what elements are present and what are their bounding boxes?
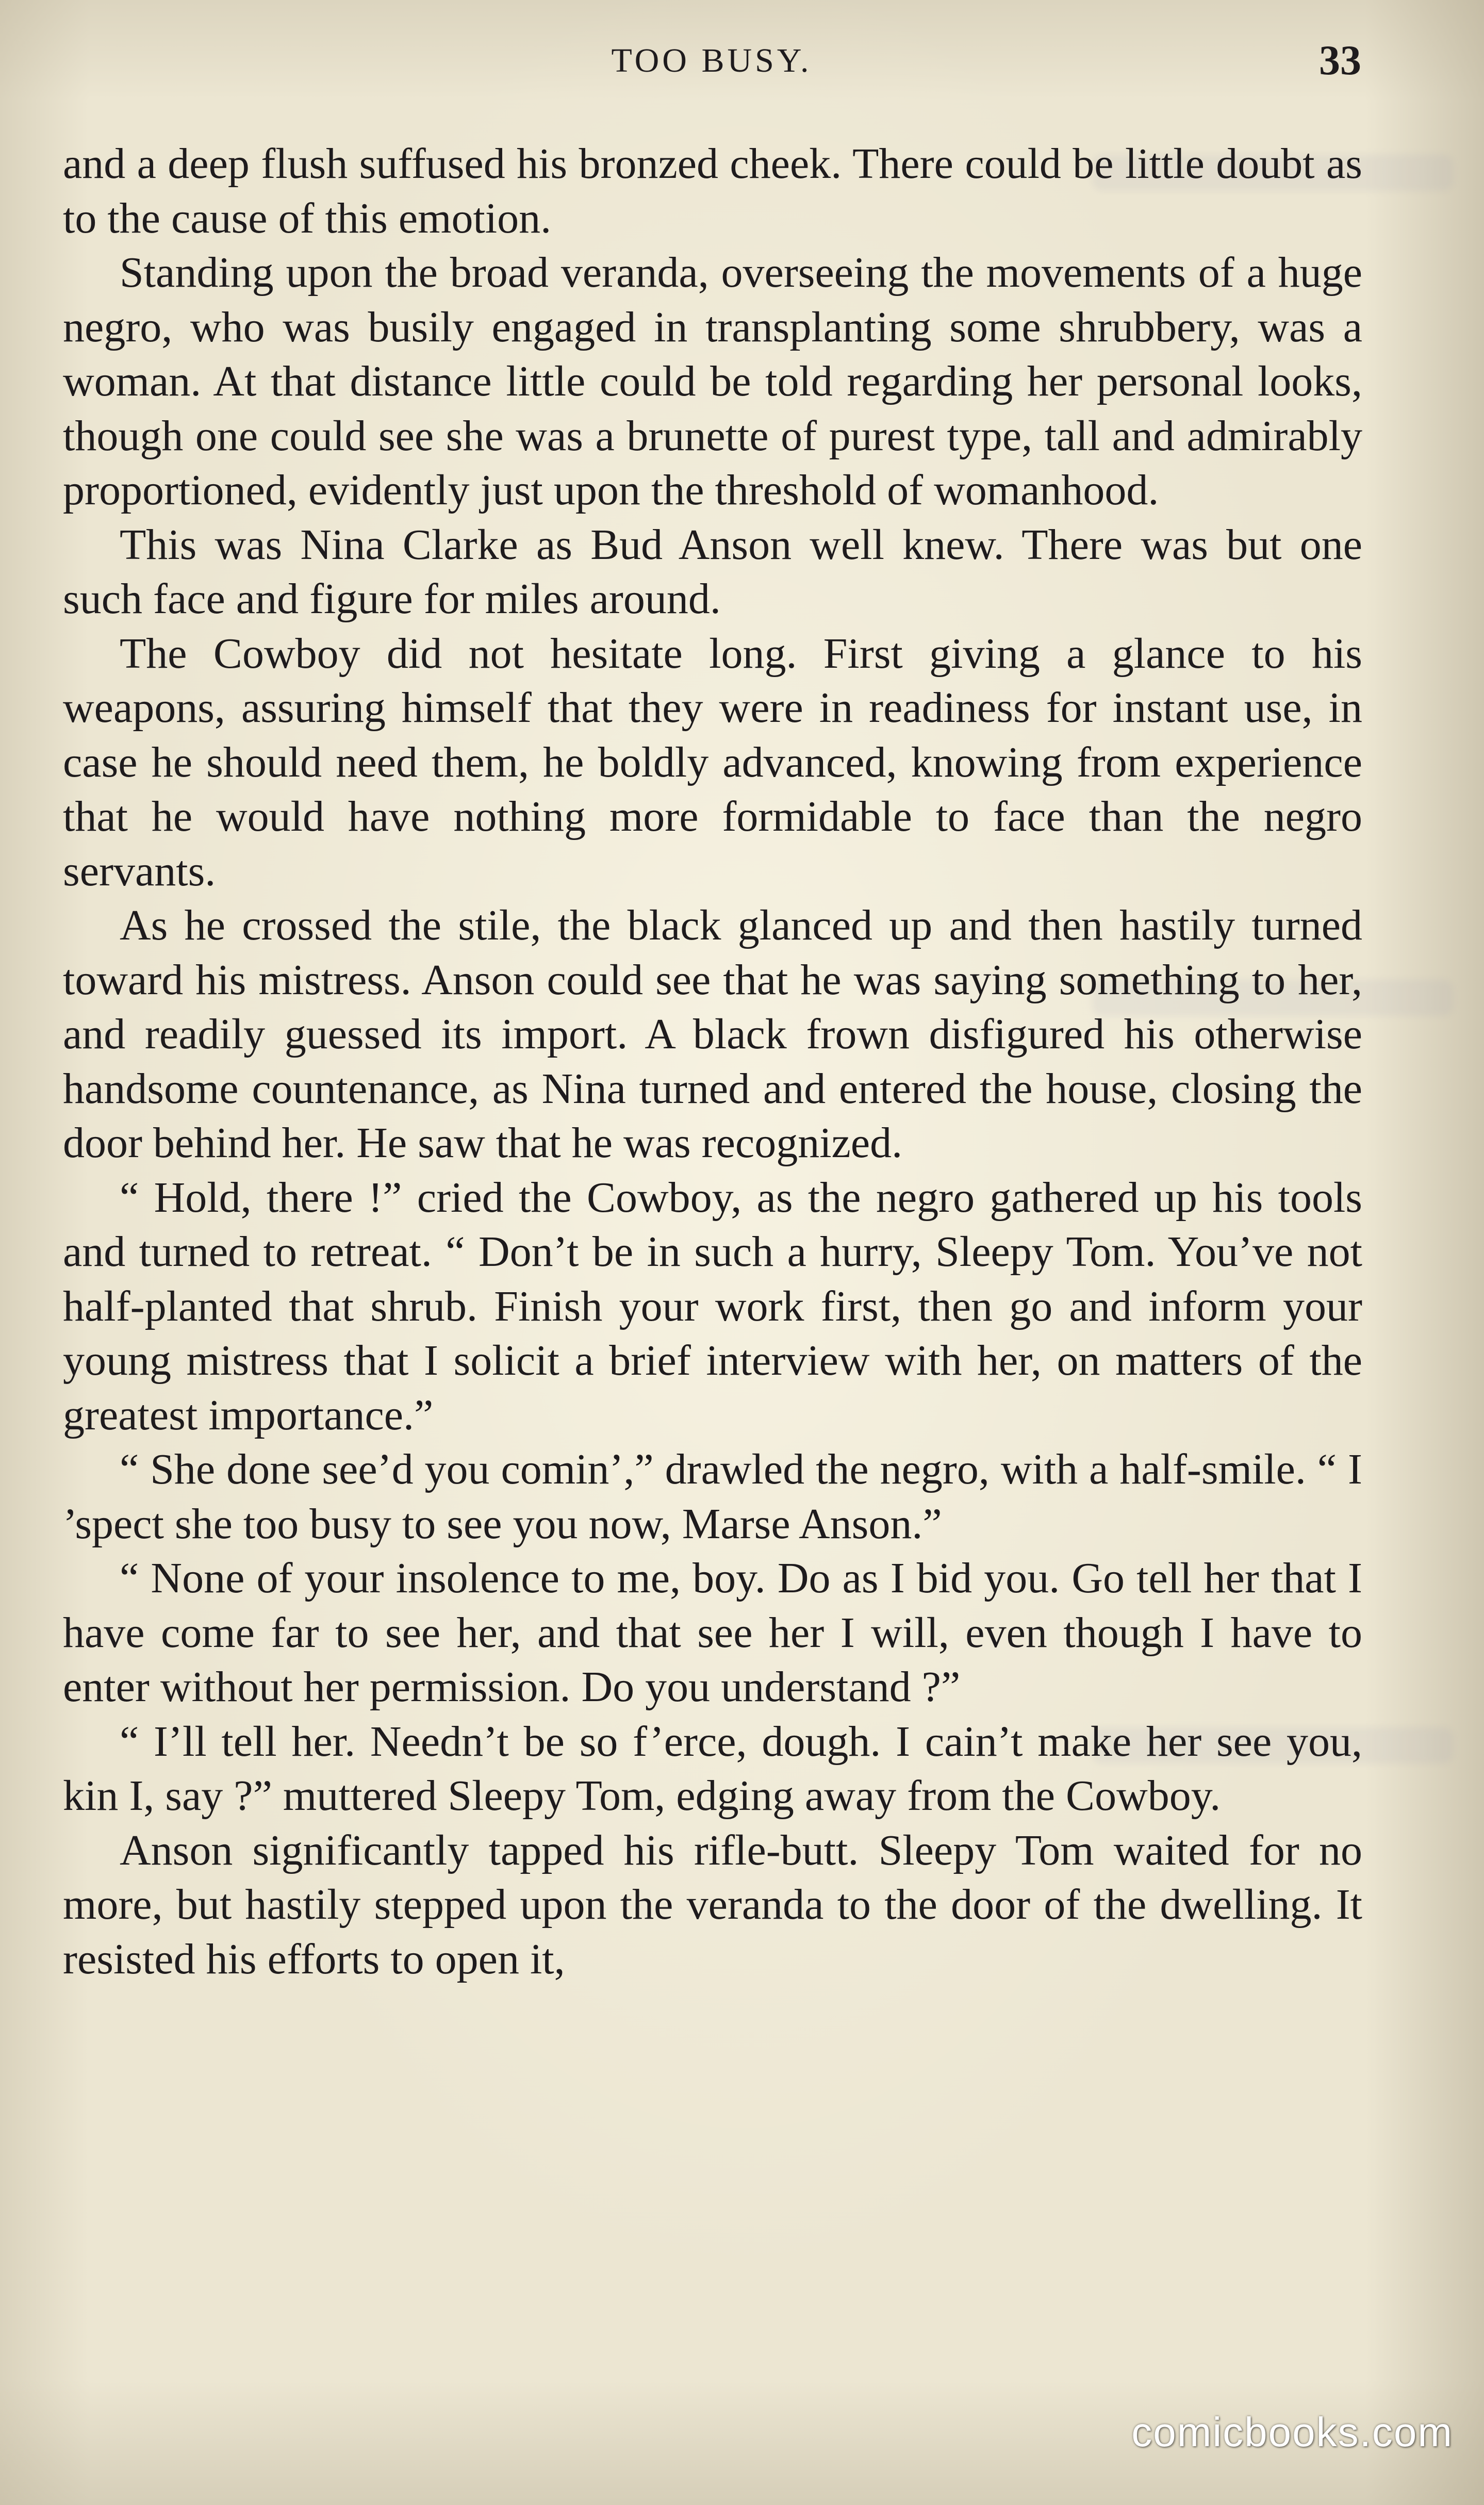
- running-title: TOO BUSY.: [611, 42, 812, 79]
- site-watermark: comicbooks.com: [1131, 2409, 1453, 2455]
- page-number: 33: [1319, 37, 1361, 84]
- paragraph: Standing upon the broad veranda, overseeing the movements of a huge negro, who was busily engaged in transplanting some shrubbery, was a woman. At that distance little could be told regarding her personal looks, though one could see she was a brunette of purest type, tall and admirably proportioned, evidently just upon the threshold of womanhood.: [63, 249, 1362, 514]
- paragraph: “ I’ll tell her. Needn’t be so f’erce, dough. I cain’t make her see you, kin I, say ?” muttered Sleepy Tom, edging away from the Cowboy.: [63, 1717, 1362, 1820]
- body-text: [63, 137, 1362, 1986]
- paragraph: “ None of your insolence to me, boy. Do as I bid you. Go tell her that I have come far to see her, and that see her I will, even though I have to enter without her permission. Do you understand ?”: [63, 1554, 1362, 1711]
- paragraph: As he crossed the stile, the black glanced up and then hastily turned toward his mistress. Anson could see that he was saying something to her, and readily guessed its import. A black frown disfigured his otherwise handsome countenance, as Nina turned and entered the house, closing the door behind her. He saw that he was recognized.: [63, 901, 1362, 1167]
- paragraph: and a deep flush suffused his bronzed cheek. There could be little doubt as to the cause of this emotion.: [63, 140, 1362, 242]
- paragraph: The Cowboy did not hesitate long. First giving a glance to his weapons, assuring himself that they were in readiness for instant use, in case he should need them, he boldly advanced, knowing from experience that he would have nothing more formidable to face than the negro servants.: [63, 629, 1362, 895]
- paragraph: “ Hold, there !” cried the Cowboy, as the negro gathered up his tools and turned to retreat. “ Don’t be in such a hurry, Sleepy Tom. You’ve not half-planted that shrub. Finish your work first, then go and inform your young mistress that I solicit a brief interview with her, on matters of the greatest importance.”: [63, 1173, 1362, 1439]
- paragraph: “ She done see’d you comin’,” drawled the negro, with a half-smile. “ I ’spect she too busy to see you now, Marse Anson.”: [63, 1445, 1362, 1548]
- paragraph: This was Nina Clarke as Bud Anson well knew. There was but one such face and figure for miles around.: [63, 520, 1362, 623]
- paragraph: Anson significantly tapped his rifle-butt. Sleepy Tom waited for no more, but hastily stepped upon the veranda to the door of the dwelling. It resisted his efforts to open it,: [63, 1826, 1362, 1983]
- page-header: [62, 36, 1361, 93]
